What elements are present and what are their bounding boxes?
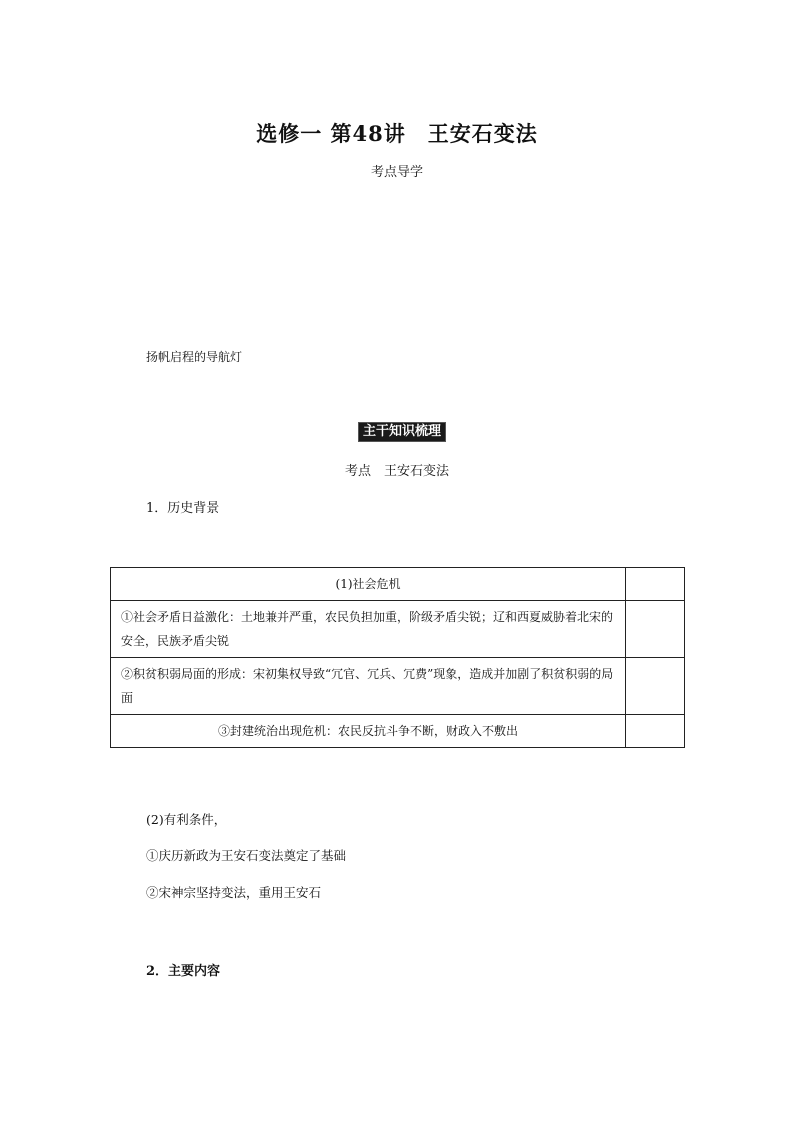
table-side-cell bbox=[626, 715, 685, 748]
conditions-item: ①庆历新政为王安石变法奠定了基础 bbox=[146, 848, 347, 863]
crisis-table bbox=[110, 567, 685, 748]
table-row bbox=[111, 601, 685, 658]
page-subtitle: 考点导学 bbox=[370, 165, 423, 180]
table-cell: ②积贫积弱局面的形成：宋初集权导致“冗官、冗兵、冗费”现象，造成并加剧了积贫积弱的局面 bbox=[111, 658, 626, 715]
table-row bbox=[111, 658, 685, 715]
conditions-item: ②宋神宗坚持变法，重用王安石 bbox=[146, 885, 322, 900]
conditions-title: (2)有利条件， bbox=[146, 812, 227, 827]
background-heading: 1．历史背景 bbox=[146, 501, 220, 516]
table-header-cell: (1)社会危机 bbox=[111, 568, 626, 601]
table-side-cell bbox=[626, 568, 685, 601]
content-heading: 2．主要内容 bbox=[146, 964, 221, 979]
intro-text: 扬帆启程的导航灯 bbox=[146, 350, 243, 364]
table-cell: ①社会矛盾日益激化：土地兼并严重，农民负担加重，阶级矛盾尖锐；辽和西夏威胁着北宋的安全，民族矛盾尖锐 bbox=[111, 601, 626, 658]
section-badge: 主干知识梳理 bbox=[358, 422, 446, 442]
table-side-cell bbox=[626, 658, 685, 715]
table-row bbox=[111, 715, 685, 748]
table-row bbox=[111, 568, 685, 601]
page-title: 选修一 第48讲 王安石变法 bbox=[256, 121, 538, 146]
table-cell: ③封建统治出现危机：农民反抗斗争不断，财政入不敷出 bbox=[111, 715, 626, 748]
kaodian-title: 考点 王安石变法 bbox=[344, 464, 449, 479]
table-side-cell bbox=[626, 601, 685, 658]
